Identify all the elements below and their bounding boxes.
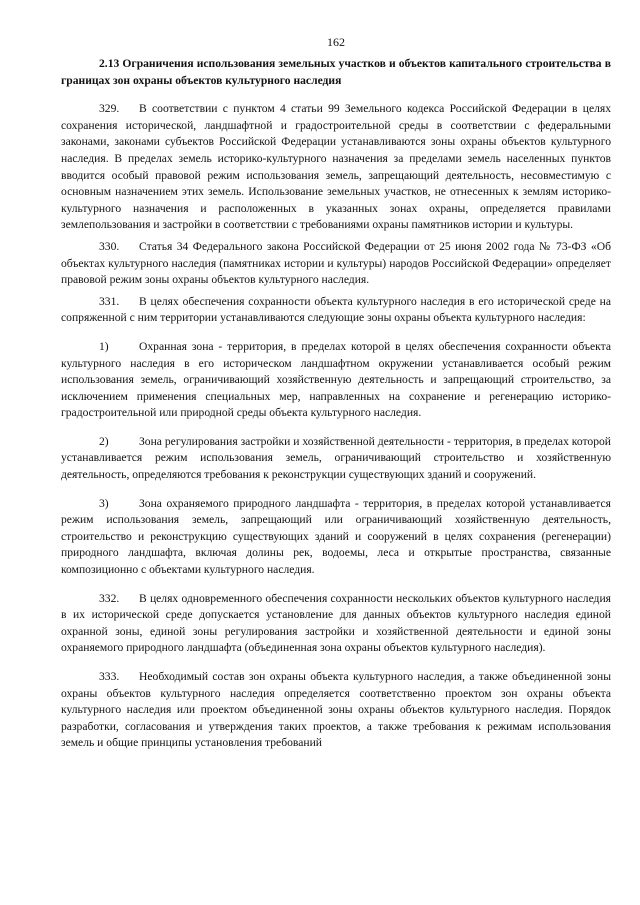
paragraph-331	[61, 294, 611, 327]
document-page	[61, 34, 611, 757]
list-item-2	[61, 434, 611, 484]
section-heading: 2.13 Ограничения использования земельных участков и объектов капитального строительства в границах зон охраны объектов культурного наследия	[61, 57, 611, 87]
paragraph-329	[61, 101, 611, 234]
paragraph-text: Статья 34 Федерального закона Российской Федерации от 25 июня 2002 года № 73-ФЗ «Об объектах культурного наследия (памятниках истории и культуры) народов Российской Федерации» определяет правовой режим зоны охраны объектов культурного наследия.	[61, 239, 611, 287]
paragraph-text: В соответствии с пунктом 4 статьи 99 Земельного кодекса Российской Федерации в целях сохранения исторической, ландшафтной и градостроительной среды в соответствии с федеральными законами, законами субъектов Российской Федерации устанавливаются зоны охраны объектов культурного наследия. В пределах земель историко-культурного назначения за пределами земель населенных пунктов вводится особый правовой режим использования земель, запрещающий деятельность, несовместимую с основным назначением этих земель. Использование земельных участков, не отнесенных к землям историко-культурного назначения и расположенных в указанных зонах охраны, определяется правилами землепользования и застройки в соответствии с требованиями охраны памятников истории и культуры.	[61, 102, 611, 232]
list-item-3	[61, 496, 611, 579]
paragraph-number: 333.	[99, 670, 120, 683]
paragraph-number: 331.	[99, 294, 120, 308]
page-number: 162	[327, 35, 345, 49]
list-item-text: Охранная зона - территория, в пределах которой в целях обеспечения сохранности объекта культурного наследия в его историческом ландшафтном окружении устанавливается особый режим использования земель, ограничивающий хозяйственную деятельность и запрещающий строительство, за исключением применения специальных мер, направленных на сохранение и регенерацию историко-градостроительной или природной среды объекта культурного наследия.	[61, 339, 611, 420]
list-item-text: Зона охраняемого природного ландшафта - территория, в пределах которой устанавливается режим использования земель, запрещающий или ограничивающий хозяйственную деятельность, строительство и реконструкцию существующих зданий и сооружений в целях сохранения (регенерации) природного ландшафта, включая долины рек, водоемы, леса и открытые пространства, связанные композиционно с объектами культурного наследия.	[61, 496, 611, 577]
paragraph-332	[61, 591, 611, 657]
paragraph-text: В целях одновременного обеспечения сохранности нескольких объектов культурного наследия в их исторической среде допускается установление для данных объектов культурного наследия единой охранной зоны, единой зоны регулирования застройки и хозяйственной деятельности и единой зоны охраняемого природного ландшафта (объединенная зона охраны объектов культурного наследия).	[61, 591, 611, 655]
list-item-text: Зона регулирования застройки и хозяйственной деятельности - территория, в пределах которой устанавливается режим использования земель, ограничивающий строительство и хозяйственную деятельность, определяются требования к реконструкции существующих зданий и сооружений.	[61, 434, 611, 482]
paragraph-number: 329.	[99, 102, 120, 116]
list-item-number: 1)	[99, 339, 109, 353]
list-item-number: 3)	[99, 496, 109, 510]
paragraph-text: Необходимый состав зон охраны объекта культурного наследия, а также объединенной зоны охраны объектов культурного наследия определяется соответственно проектом зон охраны объекта культурного наследия или проектом объединенной зоны охраны объектов культурного наследия. Порядок разработки, согласования и утверждения таких проектов, а также требования к режимам использования земель и общие принципы установления требований	[61, 670, 611, 750]
paragraph-333	[61, 669, 611, 752]
list-item-number: 2)	[99, 434, 109, 448]
paragraph-number: 330.	[99, 239, 120, 253]
list-item-1	[61, 339, 611, 422]
paragraph-330	[61, 239, 611, 289]
paragraph-number: 332.	[99, 591, 120, 605]
paragraph-text: В целях обеспечения сохранности объекта культурного наследия в его исторической среде на сопряженной с ним территории устанавливаются следующие зоны охраны объекта культурного наследия:	[61, 294, 611, 325]
